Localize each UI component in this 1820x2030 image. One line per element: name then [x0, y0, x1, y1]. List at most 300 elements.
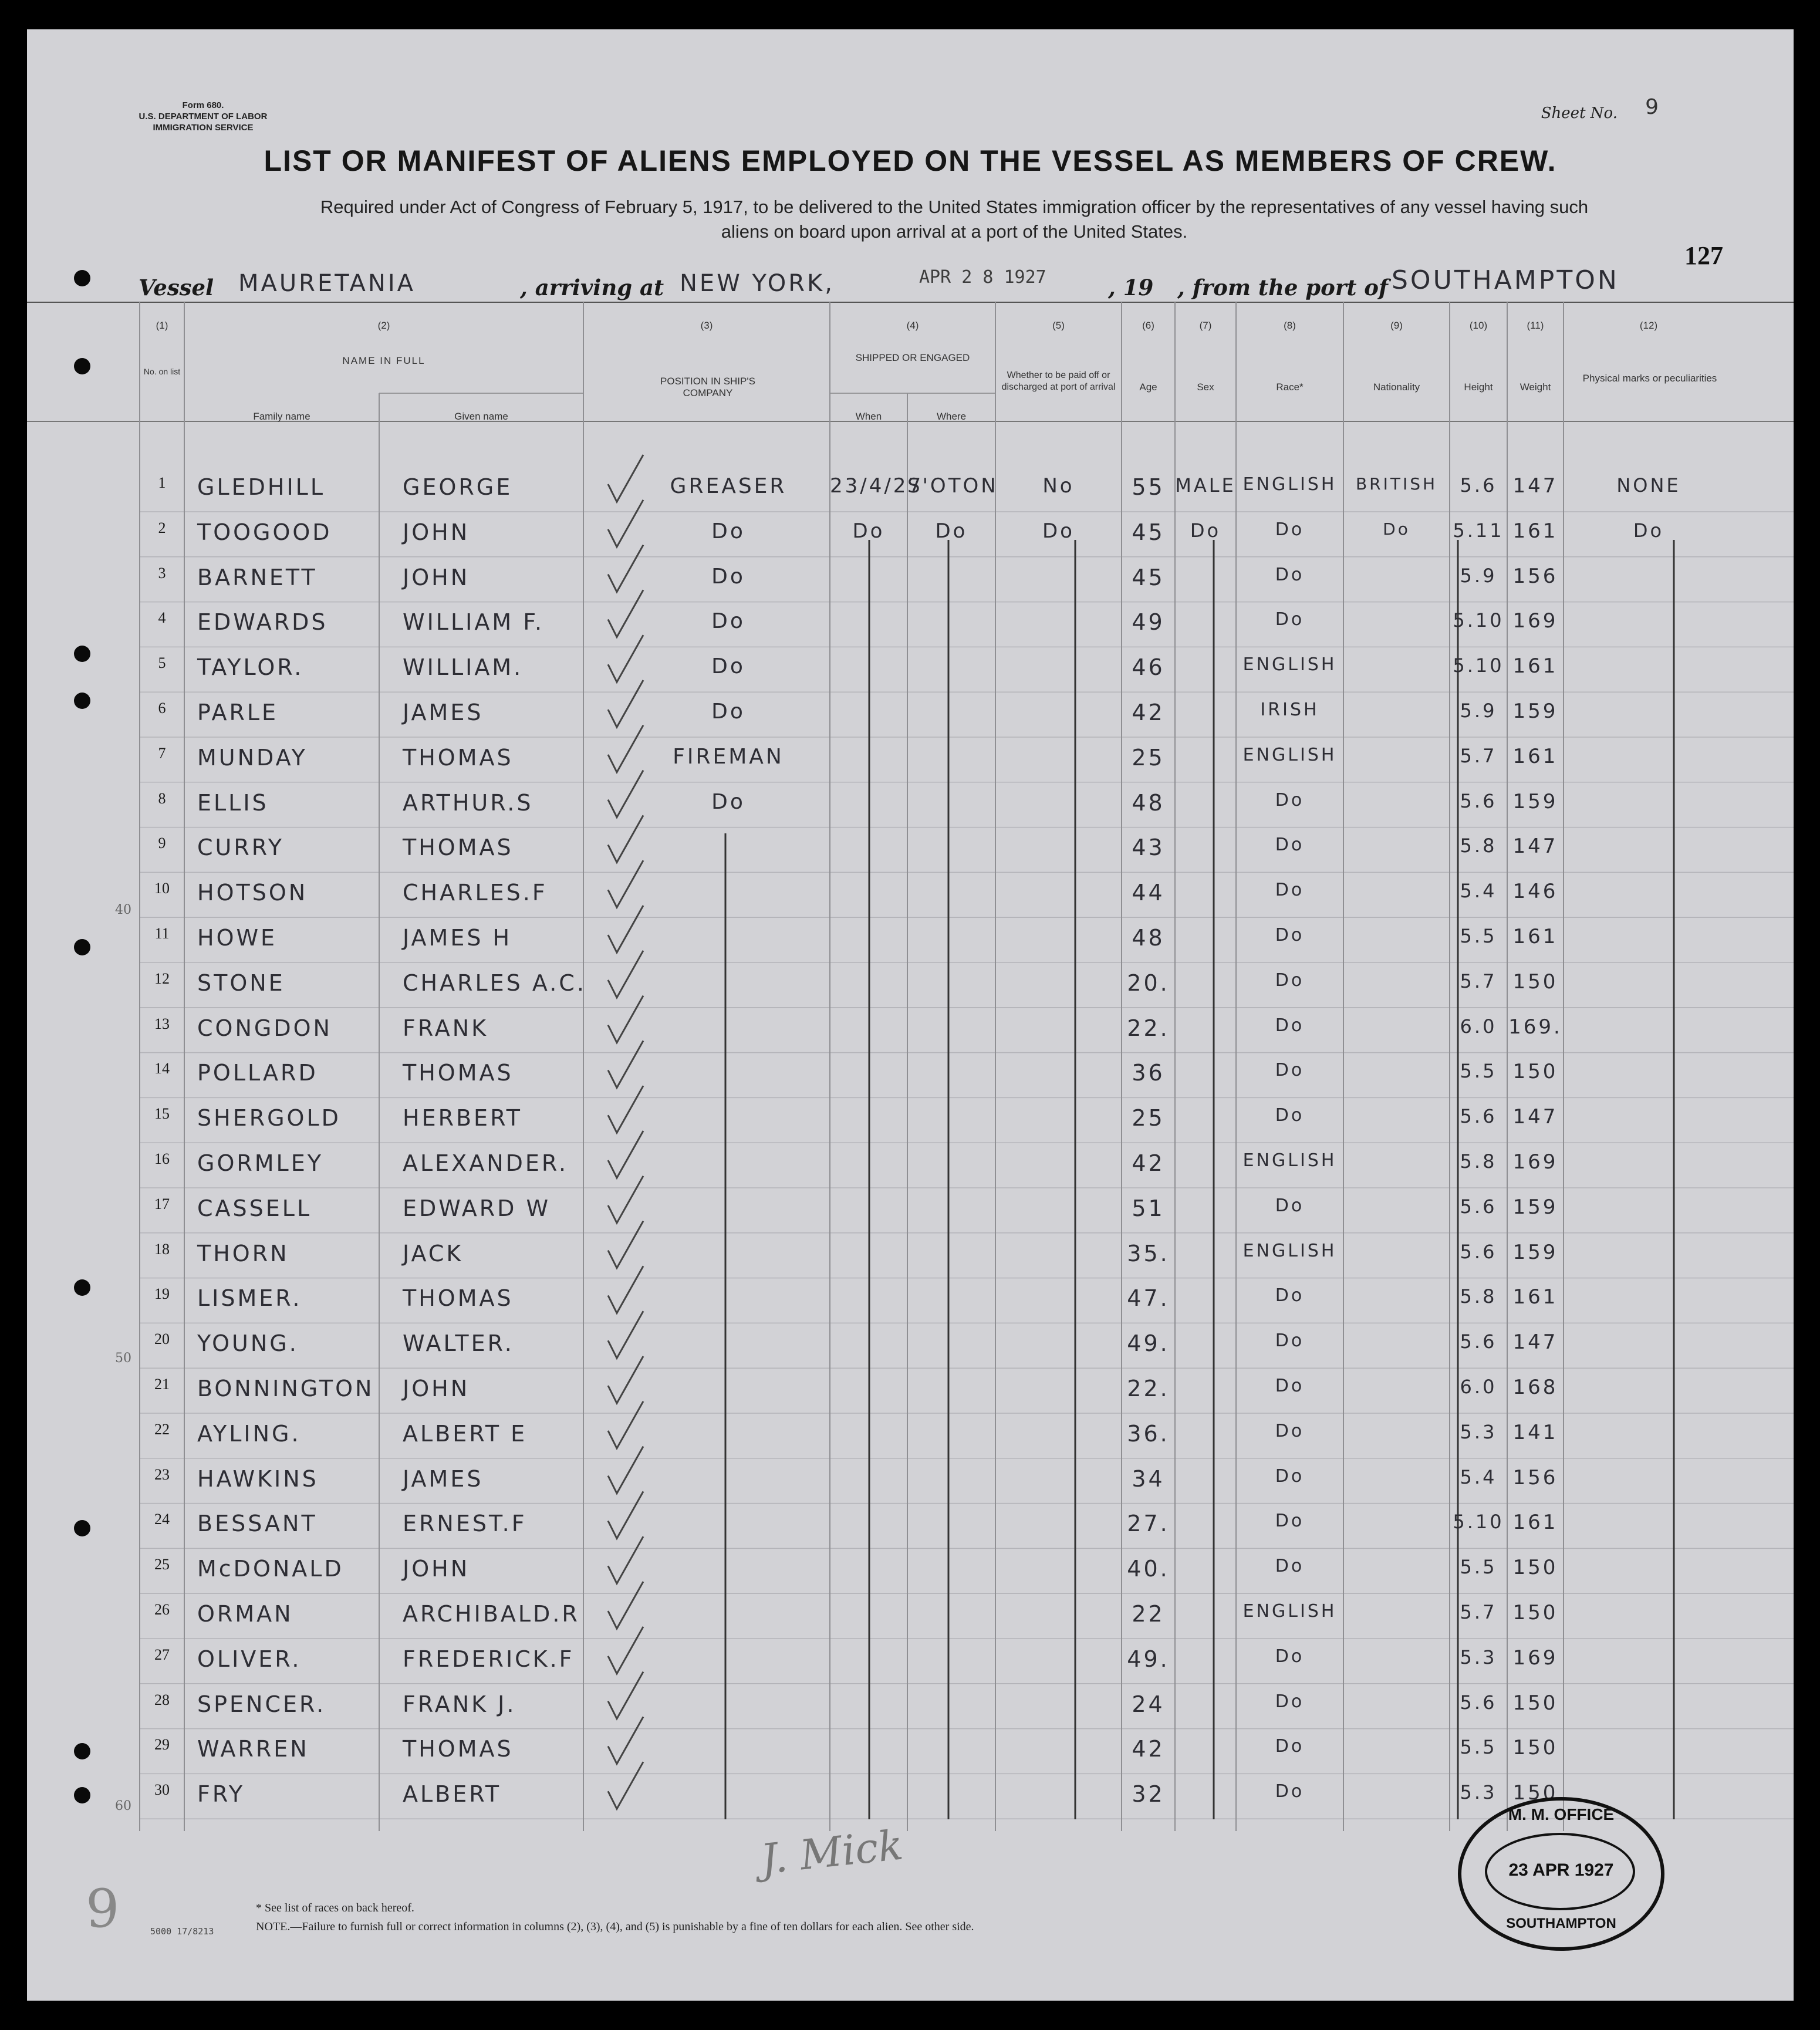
cell-age: 47.	[1127, 1285, 1170, 1312]
cell-height: 5.5	[1460, 1556, 1497, 1579]
cell-weight: 147	[1512, 835, 1558, 859]
cell-given: ALBERT E	[403, 1420, 528, 1447]
cell-family: FRY	[197, 1781, 245, 1808]
binder-hole	[74, 1520, 90, 1536]
binder-hole	[74, 358, 90, 374]
check-mark	[608, 1266, 643, 1313]
cell-height: 5.8	[1460, 1285, 1497, 1308]
cell-family: GLEDHILL	[197, 474, 326, 500]
col-when-header: When	[855, 411, 882, 422]
col-marks-header: Physical marks or peculiarities	[1582, 373, 1717, 384]
cell-given: JOHN	[403, 564, 470, 590]
from-port-label: , from the port of	[1177, 275, 1388, 300]
print-code: 5000 17/8213	[150, 1926, 214, 1937]
cell-given: THOMAS	[403, 1736, 514, 1762]
cell-given: FRANK J.	[403, 1691, 516, 1717]
cell-weight: 159	[1512, 700, 1558, 723]
check-mark	[608, 1401, 643, 1448]
cell-race: Do	[1275, 1556, 1305, 1577]
cell-height: 5.6	[1460, 1691, 1497, 1714]
cell-age: 51	[1132, 1195, 1165, 1221]
check-mark	[608, 1627, 643, 1674]
cell-no: 27	[154, 1646, 170, 1663]
cell-age: 42	[1132, 1150, 1165, 1176]
cell-race: Do	[1275, 1285, 1305, 1306]
document-title: LIST OR MANIFEST OF ALIENS EMPLOYED ON THE VESSEL AS MEMBERS OF CREW.	[264, 144, 1557, 177]
check-mark	[608, 1041, 643, 1087]
check-mark	[608, 1536, 643, 1583]
cell-no: 13	[154, 1015, 170, 1032]
binder-hole	[74, 1787, 90, 1803]
cell-weight: 159	[1512, 1195, 1558, 1219]
cell-race: Do	[1275, 1015, 1305, 1036]
binder-hole	[74, 1279, 90, 1296]
cell-age: 42	[1132, 1736, 1165, 1762]
cell-no: 26	[154, 1601, 170, 1618]
cell-no: 15	[154, 1105, 170, 1123]
cell-given: JOHN	[403, 1556, 470, 1582]
cell-age: 49	[1132, 609, 1165, 636]
check-mark	[608, 1491, 643, 1538]
col-where-header: Where	[936, 411, 967, 422]
cell-given: JOHN	[403, 519, 470, 545]
cell-given: JAMES	[403, 700, 484, 725]
cell-age: 22.	[1127, 1376, 1170, 1401]
check-mark	[608, 1582, 643, 1629]
cell-position: FIREMAN	[673, 744, 784, 769]
office-stamp	[1458, 1797, 1664, 1951]
cell-family: CONGDON	[197, 1015, 332, 1041]
col-3-number: (3)	[700, 320, 713, 331]
cell-marks: NONE	[1616, 474, 1681, 496]
vessel-name: MAURETANIA	[238, 270, 416, 297]
cell-weight: 150	[1512, 1601, 1558, 1624]
cell-family: MUNDAY	[197, 744, 308, 771]
check-mark	[608, 1672, 643, 1719]
cell-given: JACK	[403, 1240, 464, 1266]
cell-race: ENGLISH	[1242, 474, 1337, 495]
cell-age: 24	[1132, 1691, 1165, 1717]
col-1-number: (1)	[156, 320, 168, 331]
cell-family: POLLARD	[197, 1060, 318, 1086]
cell-sex: Do	[1190, 519, 1221, 542]
margin-mark-60: 60	[115, 1799, 131, 1813]
cell-race: Do	[1275, 1646, 1305, 1667]
cell-age: 32	[1132, 1781, 1165, 1808]
cell-no: 14	[154, 1060, 170, 1078]
binder-hole	[74, 1743, 90, 1759]
cell-family: THORN	[197, 1240, 289, 1266]
cell-race: ENGLISH	[1242, 1601, 1337, 1622]
cell-given: ARCHIBALD.R	[403, 1601, 580, 1627]
cell-given: FRANK	[403, 1015, 489, 1041]
cell-position: GREASER	[670, 474, 787, 498]
cell-race: Do	[1275, 1195, 1305, 1216]
cell-no: 9	[158, 835, 166, 852]
cell-weight: 168	[1512, 1376, 1558, 1399]
vessel-label: Vessel	[139, 275, 214, 300]
cell-age: 34	[1132, 1465, 1165, 1492]
binder-hole	[74, 270, 90, 286]
col-race-header: Race*	[1276, 381, 1304, 393]
arriving-label: , arriving at	[520, 275, 664, 300]
cell-race: ENGLISH	[1242, 744, 1337, 765]
cell-weight: 169	[1512, 1646, 1558, 1670]
col-shipped-header: SHIPPED OR ENGAGED	[855, 352, 970, 363]
cell-sex: MALE	[1175, 474, 1236, 496]
cell-race: Do	[1275, 1465, 1305, 1487]
cell-family: TOOGOOD	[197, 519, 332, 545]
cell-height: 5.9	[1460, 564, 1497, 587]
cell-weight: 169.	[1508, 1015, 1562, 1039]
cell-age: 40.	[1127, 1556, 1170, 1582]
cell-race: Do	[1275, 1330, 1305, 1352]
footnote-penalty-label: NOTE.	[256, 1920, 291, 1933]
cell-race: Do	[1275, 1781, 1305, 1802]
cell-given: ERNEST.F	[403, 1511, 527, 1537]
cell-no: 22	[154, 1420, 170, 1438]
col-9-number: (9)	[1390, 320, 1403, 331]
col-name-header: NAME IN FULL	[342, 355, 426, 366]
sheet-number-label: Sheet No.	[1541, 104, 1618, 122]
cell-family: WARREN	[197, 1736, 309, 1762]
cell-weight: 161	[1512, 744, 1558, 768]
cell-height: 5.7	[1460, 1601, 1497, 1623]
cell-height: 5.8	[1460, 1150, 1497, 1173]
col-family-name-header: Family name	[253, 411, 310, 422]
col-nationality-header: Nationality	[1373, 381, 1420, 393]
footnote-penalty	[256, 1920, 974, 1934]
cell-race: Do	[1275, 970, 1305, 991]
cell-position: Do	[711, 564, 745, 589]
cell-height: 6.0	[1460, 1015, 1497, 1038]
cell-no: 24	[154, 1511, 170, 1528]
officer-signature: J. Mick	[758, 1820, 906, 1884]
cell-no: 8	[158, 789, 166, 807]
col-no-on-list-header: No. on list	[143, 367, 181, 376]
cell-family: HOTSON	[197, 880, 308, 906]
cell-race: Do	[1275, 880, 1305, 901]
cell-given: WILLIAM.	[403, 654, 524, 681]
cell-no: 1	[158, 474, 166, 491]
cell-race: ENGLISH	[1242, 654, 1337, 675]
binder-hole	[74, 693, 90, 709]
cell-height: 5.11	[1453, 519, 1504, 542]
cell-weight: 146	[1512, 880, 1558, 904]
cell-weight: 147	[1512, 1330, 1558, 1355]
cell-given: THOMAS	[403, 835, 514, 861]
cell-age: 42	[1132, 700, 1165, 725]
cell-weight: 150	[1512, 970, 1558, 994]
cell-weight: 147	[1512, 474, 1558, 498]
cell-no: 29	[154, 1736, 170, 1754]
check-mark	[608, 1311, 643, 1358]
cell-given: CHARLES A.C.	[403, 970, 586, 996]
col-sex-header: Sex	[1197, 381, 1214, 393]
cell-weight: 161	[1512, 519, 1558, 543]
cell-age: 55	[1132, 474, 1165, 500]
cell-where: Do	[935, 519, 968, 543]
cell-given: THOMAS	[403, 744, 514, 771]
binder-hole	[74, 939, 90, 955]
col-12-number: (12)	[1639, 320, 1658, 331]
cell-family: LISMER.	[197, 1285, 302, 1312]
cell-age: 22.	[1127, 1015, 1170, 1041]
cell-weight: 169	[1512, 1150, 1558, 1174]
cell-race: IRISH	[1260, 700, 1319, 720]
cell-height: 5.10	[1453, 1511, 1504, 1534]
cell-height: 5.6	[1460, 1105, 1497, 1128]
cell-weight: 150	[1512, 1736, 1558, 1760]
cell-race: Do	[1275, 564, 1305, 585]
check-mark	[608, 996, 643, 1043]
arriving-port: NEW YORK,	[680, 270, 835, 297]
cell-given: EDWARD W	[403, 1195, 551, 1221]
cell-no: 11	[154, 925, 170, 942]
cell-position: Do	[711, 609, 745, 634]
cell-height: 5.7	[1460, 970, 1497, 992]
cell-age: 46	[1132, 654, 1165, 681]
cell-race: Do	[1275, 1060, 1305, 1081]
cell-no: 4	[158, 609, 166, 627]
cell-no: 17	[154, 1195, 170, 1212]
cell-family: McDONALD	[197, 1556, 344, 1582]
cell-family: SPENCER.	[197, 1691, 326, 1717]
check-mark	[608, 1221, 643, 1268]
check-mark	[608, 951, 643, 998]
cell-race: Do	[1275, 1105, 1305, 1126]
cell-position: Do	[711, 519, 745, 543]
cell-given: FREDERICK.F	[403, 1646, 575, 1672]
cell-where: S'OTON	[907, 474, 998, 498]
cell-race: Do	[1275, 519, 1305, 540]
subtitle-line-2: aliens on board upon arrival at a port of the United States.	[721, 221, 1188, 242]
cell-given: THOMAS	[403, 1285, 514, 1312]
col-position-header: POSITION IN SHIP'S COMPANY	[660, 376, 755, 398]
cell-given: WILLIAM F.	[403, 609, 545, 636]
cell-weight: 147	[1512, 1105, 1558, 1129]
binder-hole	[74, 646, 90, 662]
cell-given: HERBERT	[403, 1105, 522, 1131]
cell-no: 3	[158, 564, 166, 582]
cell-no: 12	[154, 970, 170, 987]
cell-height: 5.6	[1460, 474, 1497, 496]
service-name: IMMIGRATION SERVICE	[153, 123, 254, 133]
cell-position: Do	[711, 654, 745, 679]
cell-weight: 159	[1512, 789, 1558, 813]
subtitle-line-1: Required under Act of Congress of February 5, 1917, to be delivered to the United States immigration officer by the representatives of any vessel having such	[320, 197, 1589, 217]
cell-age: 20.	[1127, 970, 1170, 996]
cell-race: Do	[1275, 789, 1305, 810]
cell-paid: No	[1042, 474, 1075, 498]
col-8-number: (8)	[1284, 320, 1296, 331]
cell-given: GEORGE	[403, 474, 513, 500]
cell-family: CURRY	[197, 835, 284, 861]
cell-height: 5.10	[1453, 654, 1504, 677]
cell-height: 5.7	[1460, 744, 1497, 767]
check-mark	[608, 815, 643, 862]
col-4-number: (4)	[906, 320, 919, 331]
col-2-number: (2)	[377, 320, 390, 331]
cell-height: 5.5	[1460, 1736, 1497, 1759]
check-mark	[608, 1717, 643, 1764]
cell-race: ENGLISH	[1242, 1150, 1337, 1171]
check-mark	[608, 906, 643, 952]
cell-height: 5.5	[1460, 1060, 1497, 1083]
cell-age: 48	[1132, 789, 1165, 816]
cell-given: THOMAS	[403, 1060, 514, 1086]
cell-age: 48	[1132, 925, 1165, 951]
cell-family: STONE	[197, 970, 285, 996]
cell-family: TAYLOR.	[197, 654, 304, 681]
cell-height: 5.4	[1460, 1465, 1497, 1488]
cell-no: 30	[154, 1781, 170, 1799]
cell-family: GORMLEY	[197, 1150, 323, 1176]
cell-height: 5.9	[1460, 700, 1497, 722]
cell-weight: 150	[1512, 1691, 1558, 1715]
manifest-sheet	[27, 29, 1794, 2001]
col-5-number: (5)	[1052, 320, 1065, 331]
cell-weight: 161	[1512, 925, 1558, 948]
sheet-number-value: 9	[1645, 95, 1659, 119]
cell-family: HOWE	[197, 925, 278, 951]
cell-family: EDWARDS	[197, 609, 328, 636]
cell-family: BARNETT	[197, 564, 318, 590]
check-mark	[608, 1176, 643, 1223]
cell-age: 43	[1132, 835, 1165, 861]
col-height-header: Height	[1464, 381, 1493, 393]
from-port: SOUTHAMPTON	[1392, 265, 1619, 295]
cell-weight: 161	[1512, 1511, 1558, 1535]
check-mark	[608, 1356, 643, 1403]
cell-height: 5.6	[1460, 1330, 1497, 1353]
cell-nationality: Do	[1383, 519, 1410, 539]
cell-no: 23	[154, 1465, 170, 1483]
cell-age: 49.	[1127, 1646, 1170, 1672]
cell-height: 5.3	[1460, 1646, 1497, 1668]
check-mark	[608, 1447, 643, 1494]
cell-age: 49.	[1127, 1330, 1170, 1357]
cell-weight: 156	[1512, 1465, 1558, 1489]
stamp-office: M. M. OFFICE	[1508, 1805, 1615, 1823]
col-11-number: (11)	[1527, 320, 1544, 331]
cell-family: ORMAN	[197, 1601, 293, 1627]
cell-given: JAMES	[403, 1465, 484, 1492]
cell-height: 5.5	[1460, 925, 1497, 947]
cell-race: Do	[1275, 1691, 1305, 1712]
arrival-date-stamp: APR 2 8 1927	[919, 267, 1046, 288]
col-given-name-header: Given name	[454, 411, 508, 422]
cell-marks: Do	[1633, 519, 1664, 542]
col-paid-off-header: Whether to be paid off or discharged at port of arrival	[1001, 370, 1116, 392]
cell-race: ENGLISH	[1242, 1240, 1337, 1261]
cell-given: WALTER.	[403, 1330, 514, 1357]
cell-family: OLIVER.	[197, 1646, 302, 1672]
cell-position: Do	[711, 700, 745, 724]
cell-family: BONNINGTON	[197, 1376, 374, 1401]
cell-given: ALBERT	[403, 1781, 502, 1808]
check-mark	[608, 1762, 643, 1809]
cell-height: 5.6	[1460, 1240, 1497, 1263]
cell-given: ARTHUR.S	[403, 789, 533, 816]
cell-family: CASSELL	[197, 1195, 312, 1221]
cell-family: SHERGOLD	[197, 1105, 341, 1131]
col-weight-header: Weight	[1520, 381, 1551, 393]
cell-given: CHARLES.F	[403, 880, 548, 906]
cell-height: 5.3	[1460, 1420, 1497, 1443]
cell-height: 5.8	[1460, 835, 1497, 857]
check-mark	[608, 860, 643, 907]
cell-race: Do	[1275, 835, 1305, 856]
form-number: Form 680.	[182, 100, 224, 110]
cell-height: 5.6	[1460, 1195, 1497, 1218]
cell-weight: 169	[1512, 609, 1558, 633]
cell-position: Do	[711, 789, 745, 814]
check-mark	[608, 1086, 643, 1133]
col-10-number: (10)	[1469, 320, 1488, 331]
cell-family: PARLE	[197, 700, 279, 725]
cell-family: YOUNG.	[197, 1330, 299, 1357]
cell-weight: 150	[1512, 1060, 1558, 1084]
cell-race: Do	[1275, 1376, 1305, 1396]
cell-nationality: BRITISH	[1355, 474, 1438, 494]
cell-height: 5.6	[1460, 789, 1497, 812]
cell-no: 18	[154, 1240, 170, 1258]
cell-family: BESSANT	[197, 1511, 318, 1537]
cell-age: 25	[1132, 744, 1165, 771]
cell-age: 27.	[1127, 1511, 1170, 1537]
cell-no: 20	[154, 1330, 170, 1348]
cell-age: 22	[1132, 1601, 1165, 1627]
cell-age: 36	[1132, 1060, 1165, 1086]
cell-weight: 150	[1512, 1781, 1558, 1805]
cell-paid: Do	[1042, 519, 1075, 543]
cell-no: 16	[154, 1150, 170, 1167]
col-7-number: (7)	[1199, 320, 1212, 331]
page-number: 127	[1684, 241, 1723, 270]
cell-height: 5.3	[1460, 1781, 1497, 1804]
cell-race: Do	[1275, 1511, 1305, 1532]
cell-height: 5.4	[1460, 880, 1497, 903]
cell-family: AYLING.	[197, 1420, 301, 1447]
year-label: , 19	[1108, 275, 1154, 300]
cell-age: 44	[1132, 880, 1165, 906]
cell-age: 35.	[1127, 1240, 1170, 1266]
col-6-number: (6)	[1142, 320, 1154, 331]
margin-mark-40: 40	[115, 903, 131, 917]
cell-no: 25	[154, 1556, 170, 1573]
cell-weight: 161	[1512, 1285, 1558, 1309]
cell-family: ELLIS	[197, 789, 269, 816]
cell-no: 10	[154, 880, 170, 897]
cell-age: 25	[1132, 1105, 1165, 1131]
footnote-races: * See list of races on back hereof.	[256, 1901, 414, 1914]
cell-weight: 141	[1512, 1420, 1558, 1444]
cell-race: Do	[1275, 1736, 1305, 1757]
cell-no: 21	[154, 1376, 170, 1393]
cell-age: 45	[1132, 564, 1165, 590]
margin-mark-50: 50	[115, 1351, 131, 1366]
cell-weight: 156	[1512, 564, 1558, 588]
stamp-date: 23 APR 1927	[1508, 1860, 1614, 1880]
department-name: U.S. DEPARTMENT OF LABOR	[139, 112, 268, 121]
cell-height: 6.0	[1460, 1376, 1497, 1398]
col-age-header: Age	[1139, 381, 1157, 393]
cell-age: 36.	[1127, 1420, 1170, 1447]
cell-no: 6	[158, 700, 166, 717]
footnote-penalty-text: —Failure to furnish full or correct information in columns (2), (3), (4), and (5) is punishable by a fine of ten dollars for each alien. See other side.	[290, 1920, 974, 1933]
cell-given: JOHN	[403, 1376, 470, 1401]
